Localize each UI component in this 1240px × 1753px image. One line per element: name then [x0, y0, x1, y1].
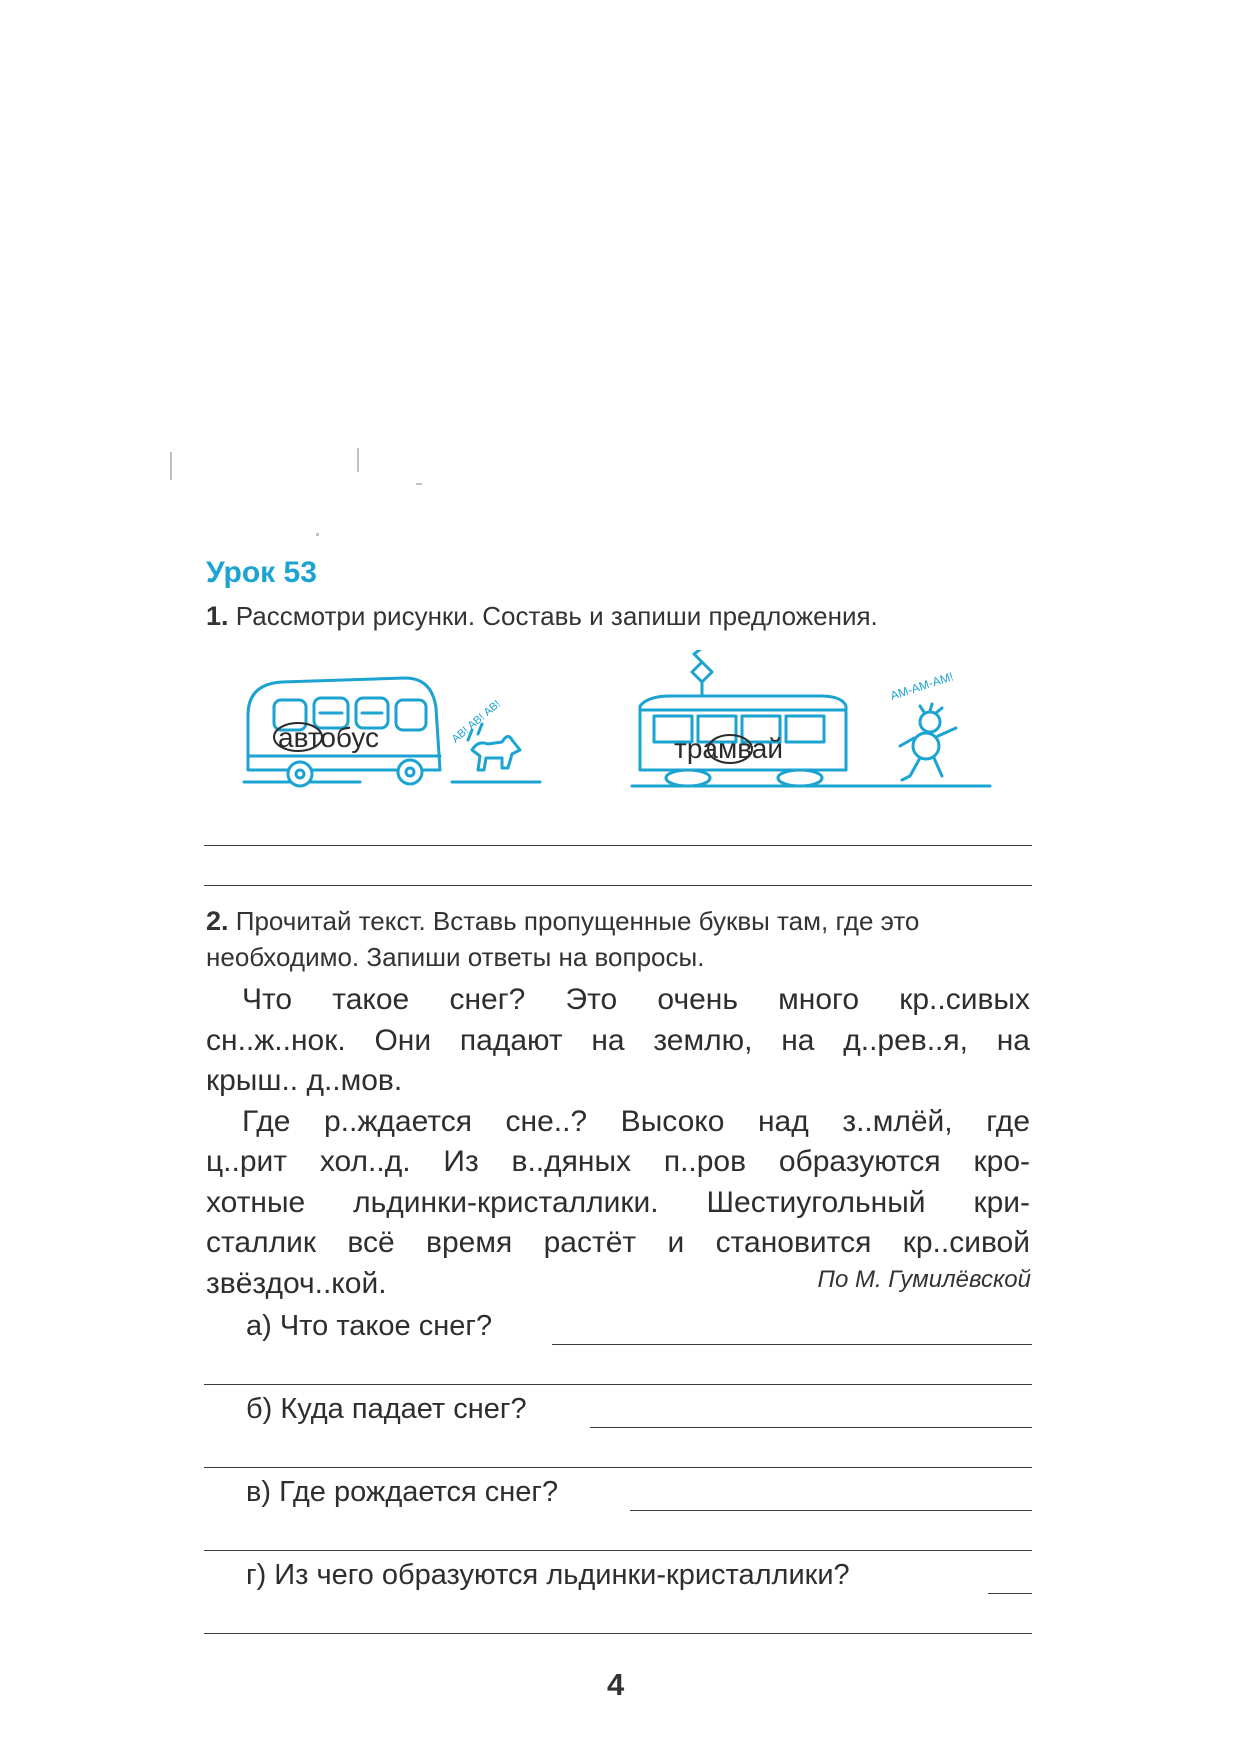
question-b: б) Куда падает снег?	[246, 1393, 527, 1425]
text-line: Где р..ждается сне..? Высоко над з..млёй, где	[242, 1104, 1030, 1138]
answer-line[interactable]	[204, 1467, 1032, 1468]
answer-line[interactable]	[988, 1593, 1032, 1594]
bus-dog-illustration	[240, 670, 560, 800]
task2-instruction	[206, 903, 1036, 975]
question-c: в) Где рождается снег?	[246, 1476, 559, 1508]
boy-body	[913, 733, 939, 759]
scan-mark	[357, 448, 359, 472]
answer-line[interactable]	[204, 1633, 1032, 1634]
task1-instruction	[206, 598, 1036, 634]
tram-window	[786, 716, 824, 742]
scan-mark	[316, 533, 319, 536]
scan-mark	[170, 452, 172, 480]
task1-number: 1.	[206, 601, 229, 631]
answer-line[interactable]	[630, 1510, 1032, 1511]
svg-text:трамвай	[674, 733, 783, 764]
tram-bogie	[778, 770, 822, 786]
answer-line[interactable]	[204, 1384, 1032, 1385]
text-author: По М. Гумилёвской	[817, 1266, 1031, 1293]
bus-wheel	[288, 762, 312, 786]
tram-pantograph	[692, 662, 712, 682]
svg-text:автобус	[278, 722, 379, 753]
answer-line[interactable]	[204, 885, 1032, 886]
dog-bark: АВ! АВ! АВ!	[449, 698, 503, 746]
boy-head	[920, 712, 940, 732]
text-line: крыш.. д..мов.	[206, 1064, 403, 1097]
bus-wheel	[398, 760, 422, 784]
scan-mark	[416, 483, 422, 485]
tram-word-start: тр	[674, 733, 703, 764]
page-number: 4	[607, 1667, 625, 1702]
text-line: хотные льдинки-кристаллики. Шестиугольный кри-	[206, 1185, 1030, 1219]
answer-line[interactable]	[204, 1550, 1032, 1551]
task1-text: Рассмотри рисунки. Составь и запиши предложения.	[235, 601, 878, 631]
boy-shout: АМ-АМ-АМ!	[888, 669, 956, 703]
tram-word-middle: ам	[702, 733, 738, 764]
tram-boy-illustration	[630, 650, 1000, 800]
question-d: г) Из чего образуются льдинки-кристаллики?	[246, 1559, 850, 1591]
task2-number: 2.	[206, 906, 229, 936]
reading-text	[206, 980, 1030, 1304]
lesson-title: Урок 53	[206, 556, 317, 589]
bus-word-rest: тобус	[307, 722, 380, 753]
bus-word-prefix: ав	[278, 722, 308, 753]
text-line: ц..рит хол..д. Из в..дяных п..ров образуются кро-	[206, 1145, 1030, 1178]
tram-bogie	[666, 770, 710, 786]
task2-text-line2: необходимо. Запиши ответы на вопросы.	[206, 942, 705, 972]
text-line: сн..ж..нок. Они падают на землю, на д..рев..я, на	[206, 1023, 1030, 1057]
bus-window	[396, 700, 426, 730]
answer-line[interactable]	[552, 1344, 1032, 1345]
answer-line[interactable]	[590, 1427, 1032, 1428]
question-a: а) Что такое снег?	[246, 1310, 493, 1342]
text-line: сталлик всё время растёт и становится кр..сивой	[206, 1226, 1030, 1259]
tram-word-end: вай	[737, 733, 784, 764]
task2-text-line1: Прочитай текст. Вставь пропущенные буквы там, где это	[235, 906, 920, 936]
text-line: звёздоч..кой.	[206, 1266, 387, 1300]
text-line: Что такое снег? Это очень много кр..сивых	[242, 983, 1030, 1016]
answer-line[interactable]	[204, 845, 1032, 846]
dog	[472, 736, 520, 770]
